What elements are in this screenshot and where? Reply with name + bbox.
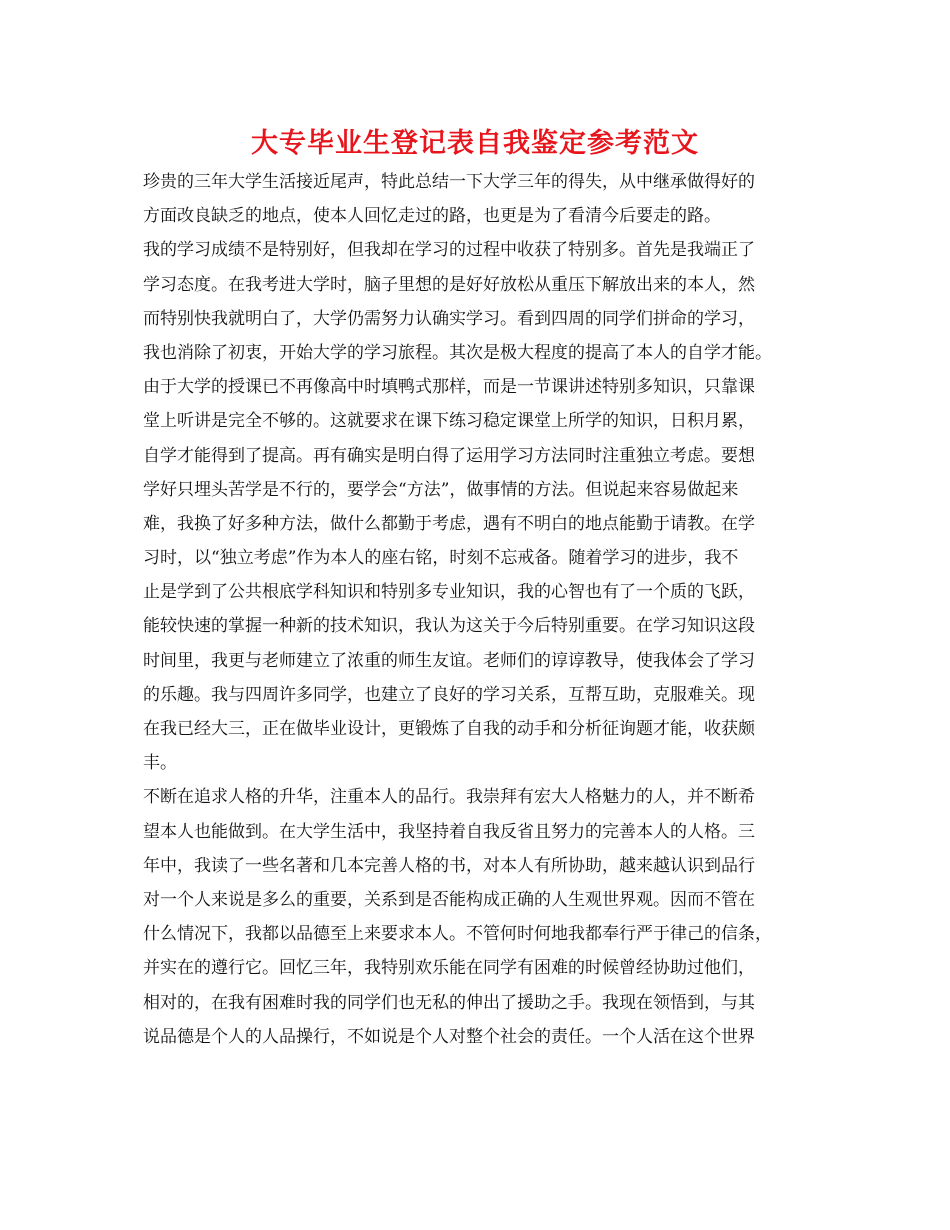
- text-line: 而特别快我就明白了，大学仍需努力认确实学习。看到四周的同学们拼命的学习，: [143, 308, 755, 329]
- text-line: 堂上听讲是完全不够的。这就要求在课下练习稳定课堂上所学的知识，日积月累，: [143, 411, 755, 432]
- text-line: 什么情况下，我都以品德至上来要求本人。不管何时何地我都奉行严于律己的信条，: [143, 924, 772, 945]
- text-line: 学好只埋头苦学是不行的，要学会“方法”，做事情的方法。但说起来容易做起来: [143, 479, 739, 500]
- text-line: 说品德是个人的人品操行，不如说是个人对整个社会的责任。一个人活在这个世界: [143, 1026, 755, 1047]
- text-line: 丰。: [143, 753, 177, 774]
- text-line: 方面改良缺乏的地点，使本人回忆走过的路，也更是为了看清今后要走的路。: [143, 206, 721, 227]
- text-line: 并实在的遵行它。回忆三年，我特别欢乐能在同学有困难的时候曾经协助过他们，: [143, 958, 755, 979]
- text-line: 学习态度。在我考进大学时，脑子里想的是好好放松从重压下解放出来的本人，然: [143, 274, 755, 295]
- text-line: 习时，以“独立考虑”作为本人的座右铭，时刻不忘戒备。随着学习的进步，我不: [143, 548, 739, 569]
- text-line: 在我已经大三，正在做毕业设计，更锻炼了自我的动手和分析征询题才能，收获颇: [143, 719, 755, 739]
- text-line: 年中，我读了一些名著和几本完善人格的书，对本人有所协助，越来越认识到品行: [143, 855, 755, 876]
- text-line: 止是学到了公共根底学科知识和特别多专业知识，我的心智也有了一个质的飞跃，: [143, 582, 755, 603]
- document-body: [143, 165, 823, 1054]
- text-line: 能较快速的掌握一种新的技术知识，我认为这关于今后特别重要。在学习知识这段: [143, 616, 755, 637]
- text-line: 不断在追求人格的升华，注重本人的品行。我崇拜有宏大人格魅力的人，并不断希: [143, 787, 755, 808]
- text-line: 自学才能得到了提高。再有确实是明白得了运用学习方法同时注重独立考虑。要想: [143, 445, 755, 466]
- text-line: 相对的，在我有困难时我的同学们也无私的伸出了援助之手。我现在领悟到，与其: [143, 992, 755, 1013]
- text-line: 的乐趣。我与四周许多同学，也建立了良好的学习关系，互帮互助，克服难关。现: [143, 684, 755, 705]
- text-line: 难，我换了好多种方法，做什么都勤于考虑，遇有不明白的地点能勤于请教。在学: [143, 513, 755, 534]
- text-line: 我的学习成绩不是特别好，但我却在学习的过程中收获了特别多。首先是我端正了: [143, 240, 755, 261]
- text-line: 望本人也能做到。在大学生活中，我坚持着自我反省且努力的完善本人的人格。三: [143, 821, 755, 842]
- text-line: 时间里，我更与老师建立了浓重的师生友谊。老师们的谆谆教导，使我体会了学习: [143, 650, 755, 671]
- text-line: 我也消除了初衷，开始大学的学习旅程。其次是极大程度的提高了本人的自学才能。: [143, 342, 772, 363]
- document-title: 大专毕业生登记表自我鉴定参考范文: [251, 128, 699, 159]
- text-line: 由于大学的授课已不再像高中时填鸭式那样，而是一节课讲述特别多知识，只靠课: [143, 377, 755, 398]
- text-line: 珍贵的三年大学生活接近尾声，特此总结一下大学三年的得失，从中继承做得好的: [143, 172, 755, 192]
- text-line: 对一个人来说是多么的重要，关系到是否能构成正确的人生观世界观。因而不管在: [143, 889, 755, 910]
